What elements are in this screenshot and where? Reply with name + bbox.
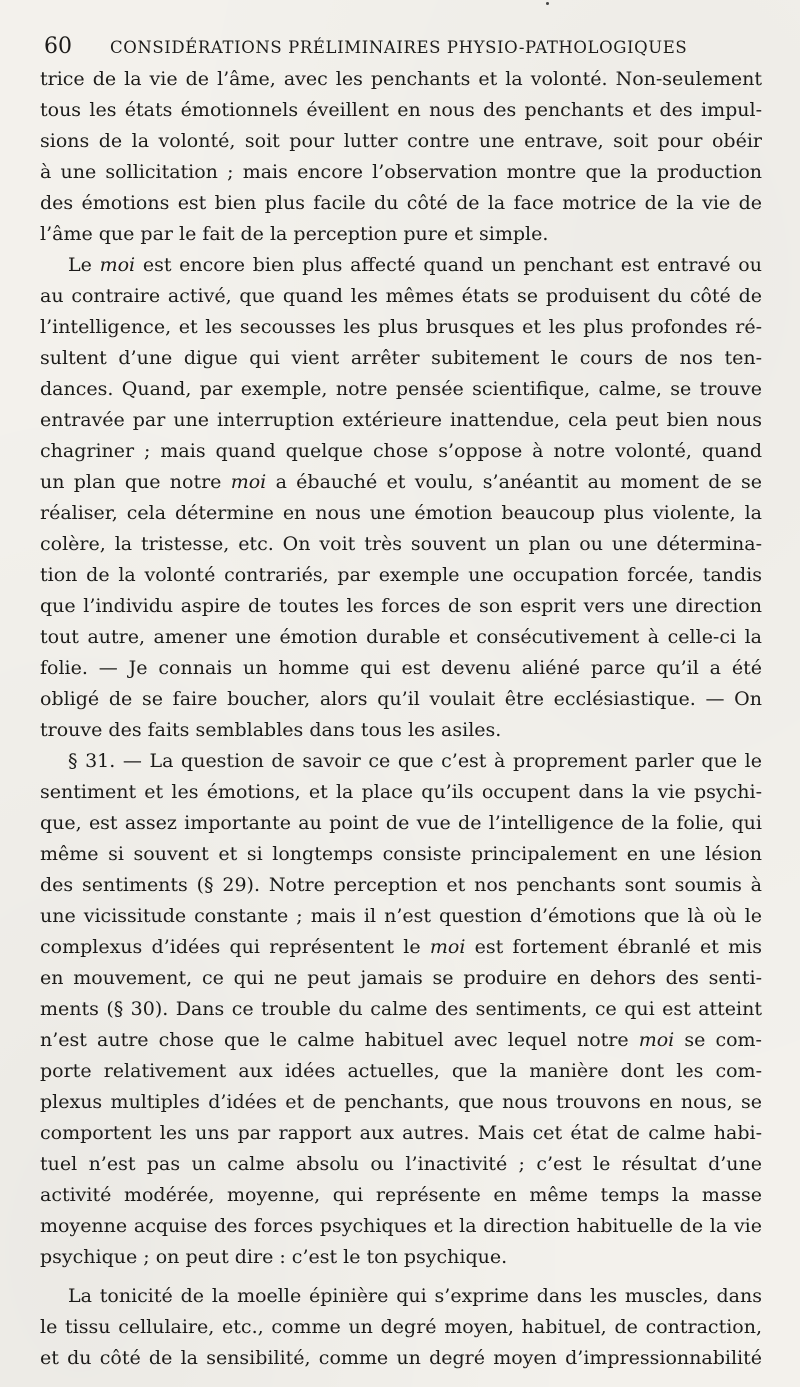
text-line: ments (§ 30). Dans ce trouble du calme des sentiments, ce qui est atteint	[40, 998, 762, 1020]
text-line: tion de la volonté contrariés, par exemple une occupation forcée, tandis	[40, 564, 762, 586]
text-line: au contraire activé, que quand les mêmes états se produisent du côté de	[40, 285, 762, 307]
text-line: dances. Quand, par exemple, notre pensée scientifique, calme, se trouve	[40, 378, 762, 400]
text-line: tuel n’est pas un calme absolu ou l’inactivité ; c’est le résultat d’une	[40, 1153, 762, 1175]
paragraph-gap	[40, 1273, 762, 1281]
text-line: sions de la volonté, soit pour lutter contre une entrave, soit pour obéir	[40, 130, 762, 152]
page-number: 60	[44, 34, 72, 59]
text-line: chagriner ; mais quand quelque chose s’oppose à notre volonté, quand	[40, 440, 762, 462]
text-line: obligé de se faire boucher, alors qu’il voulait être ecclésiastique. — On	[40, 688, 762, 710]
text-line: trice de la vie de l’âme, avec les penchants et la volonté. Non-seulement	[40, 68, 762, 90]
text-line: La tonicité de la moelle épinière qui s’exprime dans les muscles, dans	[68, 1285, 762, 1307]
text-line: sultent d’une digue qui vient arrêter subitement le cours de nos ten-	[40, 347, 762, 369]
text-line: complexus d’idées qui représentent le moi est fortement ébranlé et mis	[40, 936, 762, 958]
text-line: n’est autre chose que le calme habituel avec lequel notre moi se com-	[40, 1029, 762, 1051]
text-line: activité modérée, moyenne, qui représente en même temps la masse	[40, 1184, 762, 1206]
emphasis: moi	[99, 254, 136, 276]
text-line: que, est assez importante au point de vue de l’intelligence de la folie, qui	[40, 812, 762, 834]
paragraph-3	[40, 746, 762, 1273]
emphasis: moi	[638, 1029, 675, 1051]
text-line: que l’individu aspire de toutes les forces de son esprit vers une direction	[40, 595, 762, 617]
text-line: moyenne acquise des forces psychiques et la direction habituelle de la vie	[40, 1215, 762, 1237]
text-line: l’intelligence, et les secousses les plus brusques et les plus profondes ré-	[40, 316, 762, 338]
text-line: le tissu cellulaire, etc., comme un degré moyen, habituel, de contraction,	[40, 1316, 762, 1338]
text-line: une vicissitude constante ; mais il n’est question d’émotions que là où le	[40, 905, 762, 927]
running-head	[44, 34, 764, 60]
emphasis: moi	[429, 936, 466, 958]
text-line: à une sollicitation ; mais encore l’observation montre que la production	[40, 161, 762, 183]
text-line: des sentiments (§ 29). Notre perception et nos penchants sont soumis à	[40, 874, 762, 896]
text-line: entravée par une interruption extérieure inattendue, cela peut bien nous	[40, 409, 762, 431]
text-line: en mouvement, ce qui ne peut jamais se produire en dehors des senti-	[40, 967, 762, 989]
paragraph-1	[40, 64, 762, 250]
text-line: folie. — Je connais un homme qui est devenu aliéné parce qu’il a été	[40, 657, 762, 679]
paragraph-4	[40, 1281, 762, 1374]
text-line: réaliser, cela détermine en nous une émotion beaucoup plus violente, la	[40, 502, 762, 524]
text-line: § 31. — La question de savoir ce que c’est à proprement parler que le	[68, 750, 762, 772]
text-line: comportent les uns par rapport aux autres. Mais cet état de calme habi-	[40, 1122, 762, 1144]
text-line: tous les états émotionnels éveillent en nous des penchants et des impul-	[40, 99, 762, 121]
text-line: trouve des faits semblables dans tous les asiles.	[40, 719, 502, 741]
running-head-title: CONSIDÉRATIONS PRÉLIMINAIRES PHYSIO-PATHOLOGIQUES	[110, 38, 688, 57]
text-line: colère, la tristesse, etc. On voit très souvent un plan ou une détermina-	[40, 533, 762, 555]
text-line: Le moi est encore bien plus affecté quand un penchant est entravé ou	[68, 254, 762, 276]
body-text	[40, 64, 762, 1374]
text-line: un plan que notre moi a ébauché et voulu, s’anéantit au moment de se	[40, 471, 762, 493]
text-line: porte relativement aux idées actuelles, que la manière dont les com-	[40, 1060, 762, 1082]
paragraph-2	[40, 250, 762, 746]
text-line: plexus multiples d’idées et de penchants, que nous trouvons en nous, se	[40, 1091, 762, 1113]
text-line: des émotions est bien plus facile du côté de la face motrice de la vie de	[40, 192, 762, 214]
text-line: même si souvent et si longtemps consiste principalement en une lésion	[40, 843, 762, 865]
print-speck	[546, 2, 549, 5]
text-line: psychique ; on peut dire : c’est le ton psychique.	[40, 1246, 508, 1268]
text-line: tout autre, amener une émotion durable et consécutivement à celle-ci la	[40, 626, 762, 648]
text-line: sentiment et les émotions, et la place qu’ils occupent dans la vie psychi-	[40, 781, 762, 803]
text-line: et du côté de la sensibilité, comme un degré moyen d’impressionnabilité	[40, 1347, 762, 1369]
text-line: l’âme que par le fait de la perception pure et simple.	[40, 223, 549, 245]
emphasis: moi	[230, 471, 267, 493]
